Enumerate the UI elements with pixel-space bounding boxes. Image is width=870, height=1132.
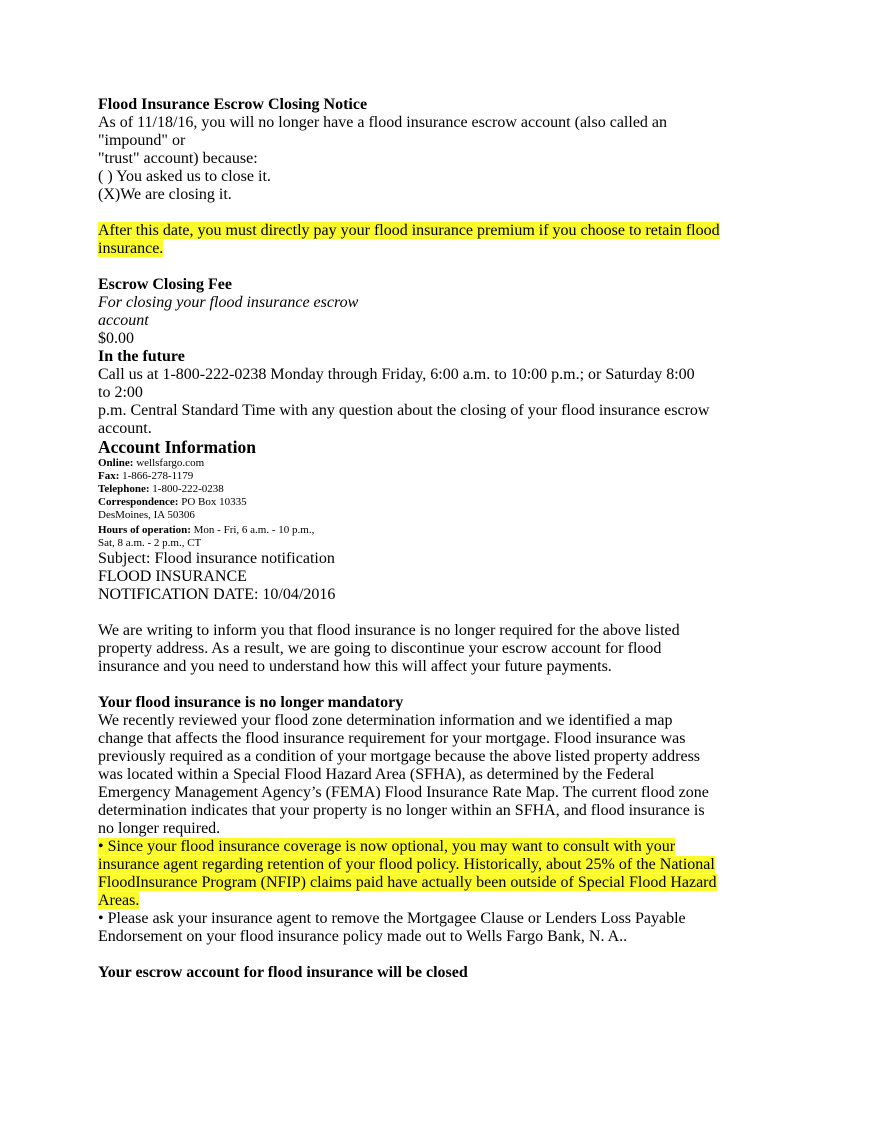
not-mandatory-line: previously required as a condition of your mortgage because the above listed property address xyxy=(98,748,701,765)
highlight-line: insurance. xyxy=(98,240,164,257)
online-row xyxy=(98,457,778,470)
fee-description: account xyxy=(98,312,149,329)
not-mandatory-line: Emergency Management Agency’s (FEMA) Flood Insurance Rate Map. The current flood zone xyxy=(98,784,709,801)
notification-paragraph-line: We are writing to inform you that flood insurance is no longer required for the above listed xyxy=(98,622,680,639)
mortgagee-clause-bullet: • Please ask your insurance agent to remove the Mortgagee Clause or Lenders Loss Payable xyxy=(98,910,686,927)
intro-line: As of 11/18/16, you will no longer have a flood insurance escrow account (also called an xyxy=(98,114,668,131)
fee-description: For closing your flood insurance escrow xyxy=(98,294,359,311)
fax-row xyxy=(98,470,778,483)
notification-paragraph-line: insurance and you need to understand how this will affect your future payments. xyxy=(98,658,612,675)
optional-coverage-bullet xyxy=(98,874,778,892)
escrow-closing-fee-heading: Escrow Closing Fee xyxy=(98,276,232,293)
optional-coverage-bullet xyxy=(98,892,778,910)
future-line: account. xyxy=(98,420,152,437)
fax-label: Fax: xyxy=(98,470,120,482)
option-we-are-closing: (X)We are closing it. xyxy=(98,186,232,203)
online-link[interactable]: wellsfargo.com xyxy=(136,457,205,469)
in-the-future-heading: In the future xyxy=(98,348,185,365)
correspondence-value: PO Box 10335 xyxy=(181,496,247,508)
intro-line: "impound" or xyxy=(98,132,186,149)
not-mandatory-line: no longer required. xyxy=(98,820,221,837)
notification-paragraph-line: property address. As a result, we are going to discontinue your escrow account for flood xyxy=(98,640,662,657)
intro-line: "trust" account) because: xyxy=(98,150,258,167)
notification-date: NOTIFICATION DATE: 10/04/2016 xyxy=(98,586,336,603)
highlight-line: insurance agent regarding retention of your flood policy. Historically, about 25% of the National xyxy=(98,856,715,873)
fax-value: 1-866-278-1179 xyxy=(122,470,194,482)
not-mandatory-line: determination indicates that your property is no longer within an SFHA, and flood insurance is xyxy=(98,802,705,819)
hours-value-2: Sat, 8 a.m. - 2 p.m., CT xyxy=(98,537,202,549)
correspondence-label: Correspondence: xyxy=(98,496,179,508)
hours-row xyxy=(98,524,778,537)
highlight-line: • Since your flood insurance coverage is now optional, you may want to consult with your xyxy=(98,838,676,855)
telephone-row xyxy=(98,483,778,496)
highlight-line: FloodInsurance Program (NFIP) claims paid have actually been outside of Special Flood Hazard xyxy=(98,874,717,891)
highlight-line: After this date, you must directly pay your flood insurance premium if you choose to retain flood xyxy=(98,222,720,239)
fee-amount: $0.00 xyxy=(98,330,134,347)
hours-label: Hours of operation: xyxy=(98,524,191,536)
optional-coverage-bullet xyxy=(98,856,778,874)
future-line: to 2:00 xyxy=(98,384,143,401)
closing-notice-title: Flood Insurance Escrow Closing Notice xyxy=(98,96,368,113)
future-line: p.m. Central Standard Time with any question about the closing of your flood insurance escrow xyxy=(98,402,710,419)
option-asked-to-close: ( ) You asked us to close it. xyxy=(98,168,271,185)
subject-line: Subject: Flood insurance notification xyxy=(98,550,335,567)
not-mandatory-line: was located within a Special Flood Hazard Area (SFHA), as determined by the Federal xyxy=(98,766,655,783)
correspondence-city: DesMoines, IA 50306 xyxy=(98,509,195,521)
document-page xyxy=(98,96,778,982)
optional-coverage-bullet xyxy=(98,838,778,856)
not-mandatory-line: We recently reviewed your flood zone determination information and we identified a map xyxy=(98,712,673,729)
future-line: Call us at 1-800-222-0238 Monday through Friday, 6:00 a.m. to 10:00 p.m.; or Saturday 8:00 xyxy=(98,366,695,383)
not-mandatory-heading: Your flood insurance is no longer mandatory xyxy=(98,694,404,711)
mortgagee-clause-bullet: Endorsement on your flood insurance policy made out to Wells Fargo Bank, N. A.. xyxy=(98,928,628,945)
online-label: Online: xyxy=(98,457,134,469)
telephone-label: Telephone: xyxy=(98,483,150,495)
telephone-value: 1-800-222-0238 xyxy=(152,483,224,495)
correspondence-row xyxy=(98,496,778,509)
hours-value: Mon - Fri, 6 a.m. - 10 p.m., xyxy=(193,524,315,536)
escrow-closed-heading: Your escrow account for flood insurance will be closed xyxy=(98,964,468,981)
highlight-line: Areas. xyxy=(98,892,140,909)
premium-notice-highlight xyxy=(98,240,778,258)
premium-notice-highlight xyxy=(98,222,778,240)
account-information-heading: Account Information xyxy=(98,437,256,457)
not-mandatory-line: change that affects the flood insurance requirement for your mortgage. Flood insurance was xyxy=(98,730,686,747)
notification-type: FLOOD INSURANCE xyxy=(98,568,247,585)
